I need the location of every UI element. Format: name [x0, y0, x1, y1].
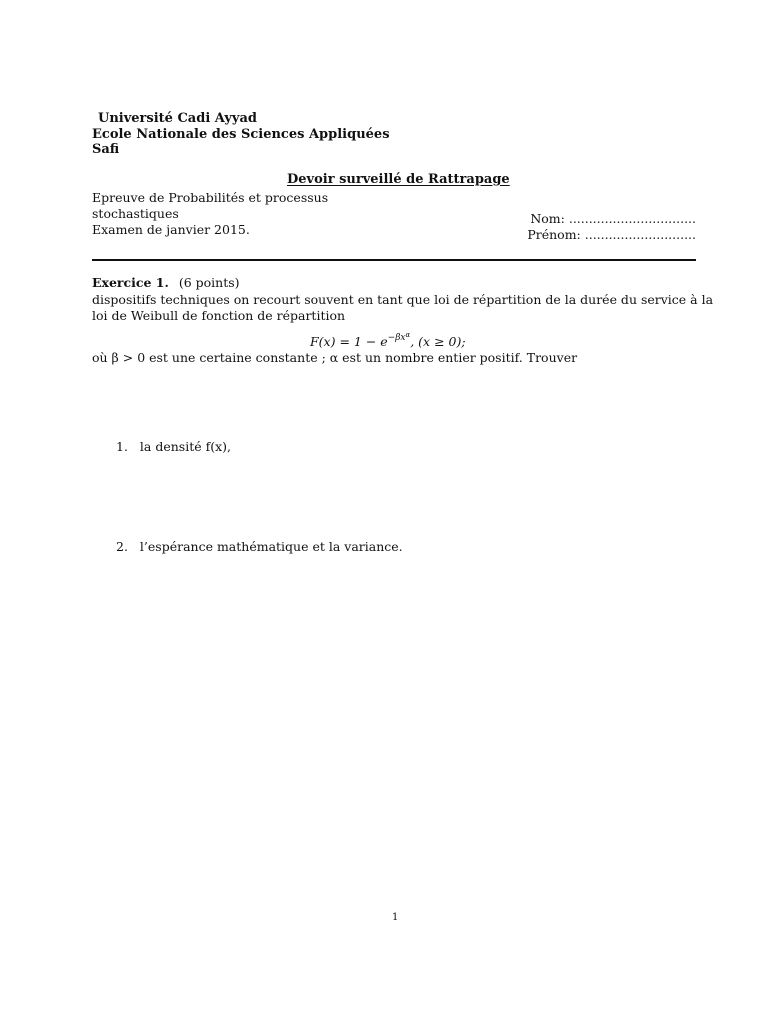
exercise-heading: [92, 275, 240, 290]
question-2-number: 2.: [116, 539, 128, 554]
exam-date: Examen de janvier 2015.: [92, 222, 250, 237]
exercise-points: (6 points): [178, 275, 240, 290]
question-2-text: l’espérance mathématique et la variance.: [139, 539, 403, 554]
school-name: Ecole Nationale des Sciences Appliquées: [92, 127, 390, 142]
question-1: [116, 439, 231, 454]
university-name: Université Cadi Ayyad: [98, 111, 257, 126]
weibull-formula: [310, 328, 466, 349]
exam-title: Devoir surveillé de Rattrapage: [287, 172, 510, 187]
nom-field: Nom: ................................: [530, 211, 696, 226]
exercise-title: Exercice 1.: [92, 275, 169, 290]
question-2: [116, 539, 403, 554]
exercise-text-line2: loi de Weibull de fonction de répartition: [92, 308, 346, 323]
exercise-condition-text: où β > 0 est une certaine constante ; α est un nombre entier positif. Trouver: [92, 350, 578, 365]
header-divider: [92, 259, 696, 261]
exam-subject-line2: stochastiques: [92, 206, 179, 221]
question-1-number: 1.: [116, 439, 128, 454]
exam-subject-line1: Epreuve de Probabilités et processus: [92, 190, 329, 205]
city-name: Safi: [92, 142, 120, 157]
prenom-field: Prénom: ............................: [527, 227, 696, 242]
formula-exponent-power: α: [405, 331, 411, 339]
formula-exponent: −βx: [387, 333, 406, 343]
page-number: 1: [392, 912, 399, 923]
formula-lhs: F(x) = 1 − e: [310, 334, 388, 349]
question-1-text: la densité f(x),: [139, 439, 232, 454]
exercise-text-line1: dispositifs techniques on recourt souvent en tant que loi de répartition de la durée du service à la: [92, 292, 714, 307]
formula-condition: , (x ≥ 0);: [410, 334, 466, 349]
